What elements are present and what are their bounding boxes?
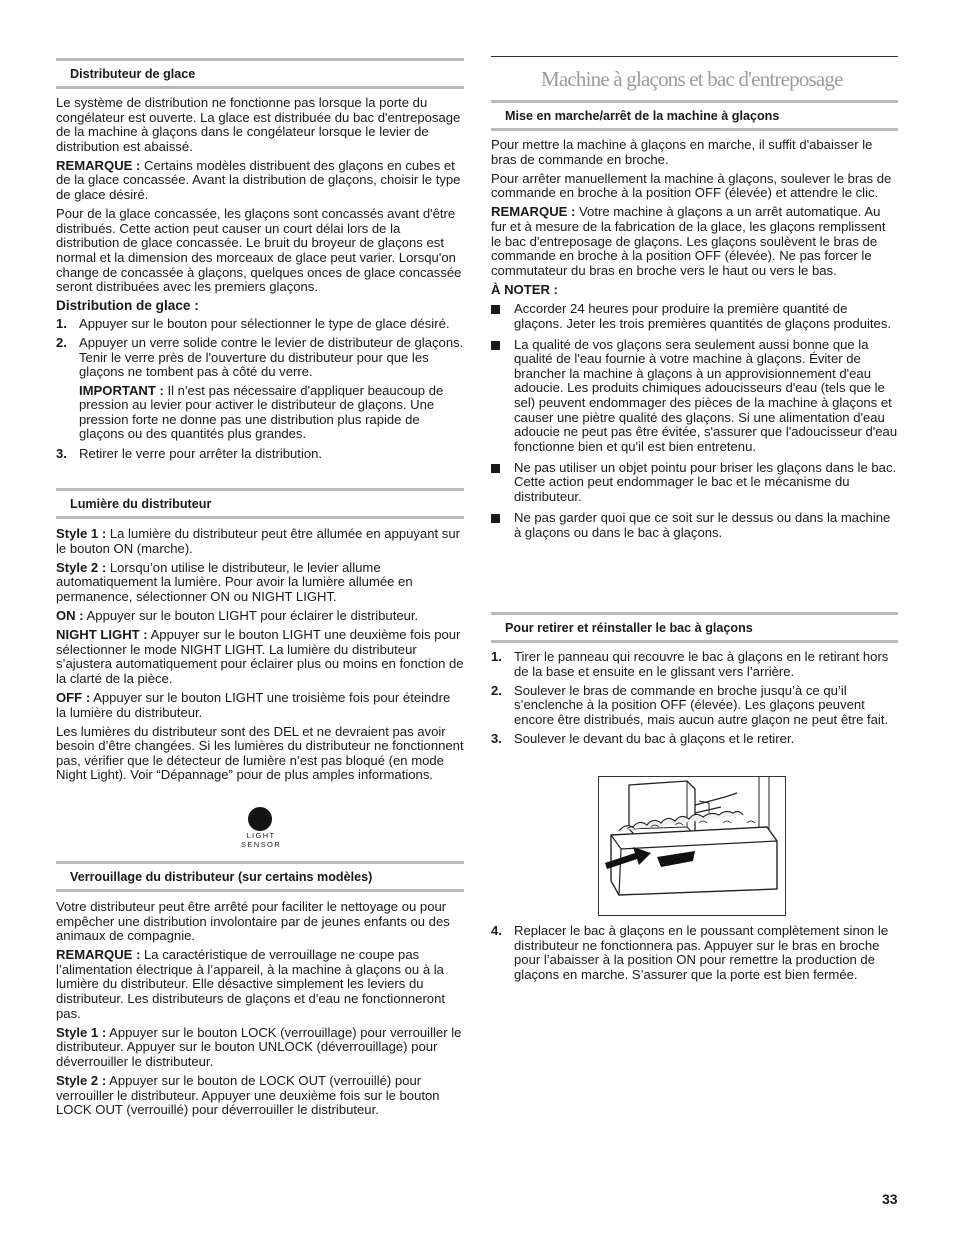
paragraph: Votre distributeur peut être arrêté pour faciliter le nettoyage ou pour empêcher une distribution involontaire par de jeunes enfants ou des animaux de compagnie. [56,899,450,944]
paragraph: Le système de distribution ne fonctionne pas lorsque la porte du congélateur est ouverte. La glace est distribuée du bac d'entreposage de la machine à glaçons dans le congélateur lorsque le levier de distribution est abaissé. [56,95,461,154]
style2-paragraph [56,1074,464,1118]
section-heading-text: Mise en marche/arrêt de la machine à glaçons [505,109,780,123]
bullet-text: Accorder 24 heures pour produire la première quantité de glaçons. Jeter les trois premières quantités de glaçons produites. [514,300,892,331]
bullet-item [491,302,898,331]
ice-dispenser-body [56,96,464,466]
section-heading-ice-dispenser [56,58,464,89]
step-item [491,684,898,728]
night-light-paragraph [56,628,464,686]
bullet-square-icon [491,514,500,523]
page-title: Machine à glaçons et bac d'entreposage [541,67,843,91]
step-item [56,336,464,442]
bullet-text: Ne pas utiliser un objet pointu pour briser les glaçons dans le bac. Cette action peut endommager le bac et le mécanisme du distributeur. [514,459,897,505]
note-paragraph [56,948,464,1021]
note-label: REMARQUE : [491,204,576,220]
style1-paragraph [56,527,464,556]
step-text: Soulever le bras de commande en broche jusqu’à ce qu’il s’enclenche à la position OFF (élevée). Les glaçons peuvent encore être distribués, mais aucun autre glaçon ne peut être fait. [514,682,889,727]
note-text: La caractéristique de verrouillage ne coupe pas l’alimentation électrique à l’appareil, à la machine à glaçons ou à la lumière du distributeur. Elle désactive simplement les leviers du distributeur. Les distributeurs de glaçons et d'eau ne fonctionneront pas. [56,947,446,1021]
style2-text: Appuyer sur le bouton de LOCK OUT (verrouillé) pour verrouiller le distributeur. Appuyer une deuxième fois sur le bouton LOCK OUT (verrouillé) pour déverrouiller le distributeur. [56,1073,440,1118]
light-sensor-icon [248,807,272,831]
note-label: REMARQUE : [56,947,141,963]
light-sensor-illustration [230,803,292,851]
leds-paragraph: Les lumières du distributeur sont des DEL et ne devraient pas avoir besoin d’être changées. Si les lumières du distributeur ne fonctionnent pas, vérifier que le détecteur de lumière n’est pas bloqué (en mode Night Light). Voir “Dépannage” pour de plus amples informations. [56,723,464,783]
ice-maker-on-off-body [491,138,898,547]
section-heading-dispenser-lock [56,861,464,892]
off-label: OFF : [56,689,91,705]
section-heading-remove-bin [491,612,898,643]
paragraph: Pour mettre la machine à glaçons en marche, il suffit d'abaisser le bras de commande en broche. [491,137,873,167]
step-number: 1. [56,315,67,331]
important-label: IMPORTANT : [79,382,164,398]
reinstall-step [491,924,898,987]
section-heading-text: Lumière du distributeur [70,497,212,511]
style2-label: Style 2 : [56,559,107,575]
ice-bin-drawing [599,777,785,915]
step-text: Appuyer un verre solide contre le levier de distributeur de glaçons. Tenir le verre près de l'ouverture du distributeur pour que les glaçons ne tombent pas à côté du verre. [79,334,464,380]
bullet-square-icon [491,464,500,473]
bullet-item [491,461,898,505]
step-text: Replacer le bac à glaçons en le poussant complètement sinon le distributeur ne fonctionnera pas. Appuyer sur le bras en broche pour l’abaisser à la position ON pour remettre la production de glaçons en marche. S’assurer que la porte est bien fermée. [514,923,889,982]
bullet-text: Ne pas garder quoi que ce soit sur le dessus ou dans la machine à glaçons ou dans le bac à glaçons. [514,510,891,540]
section-heading-ice-maker-on-off [491,100,898,131]
note-paragraph [491,205,898,278]
style2-paragraph [56,561,464,605]
step-item [491,732,898,747]
step-text: Tirer le panneau qui recouvre le bac à glaçons en le retirant hors de la base et ensuite en le glissant vers l’arrière. [514,649,889,679]
remove-bin-body [491,650,898,751]
step-item [491,650,898,679]
step-number: 2. [56,334,67,350]
night-light-label: NIGHT LIGHT : [56,627,148,643]
step-item [56,447,464,462]
important-note [79,384,464,442]
step-item [491,924,898,982]
style1-label: Style 1 : [56,526,107,541]
page-number: 33 [882,1191,898,1207]
style1-text: Appuyer sur le bouton LOCK (verrouillage) pour verrouiller le distributeur. Appuyer sur le bouton UNLOCK (déverrouillage) pour déverrouiller le distributeur. [56,1024,462,1069]
step-item [56,317,464,332]
style2-label: Style 2 : [56,1073,107,1089]
off-text: Appuyer sur le bouton LIGHT une troisième fois pour éteindre la lumière du distributeur. [56,689,451,720]
steps-list [491,650,898,747]
step-number: 2. [491,682,502,698]
on-text: Appuyer sur le bouton LIGHT pour éclairer le distributeur. [83,607,419,623]
paragraph: Pour de la glace concassée, les glaçons sont concassés avant d'être distribués. Cette action peut causer un court délai lors de la distribution de glace concassée. Le bruit du broyeur de glaçons est normal et la dimension des morceaux de glace peut varier. Lorsqu'on change de concassée à glaçons, quelques onces de glace concassée seront distribuées avec les premiers glaçons. [56,206,462,295]
note-text: Votre machine à glaçons a un arrêt automatique. Au fur et à mesure de la fabrication de la glace, les glaçons remplissent le bac d'entreposage de glaçons. Les glaçons soulèvent le bras de commande en broche à la position OFF (élevée). Ne pas forcer le commutateur du bras en broche vers le haut ou vers le bas. [491,204,886,278]
step-text: Appuyer sur le bouton pour sélectionner le type de glace désiré. [79,315,450,331]
important-text: Il n'est pas nécessaire d'appliquer beaucoup de pression au levier pour activer le distributeur de glaçons. Une pression forte ne donne pas une distribution plus rapide de glaçons ou des quantités plus grandes. [79,382,444,442]
step-number: 4. [491,923,502,938]
notes-title-text: À NOTER : [491,281,558,297]
paragraph: Pour arrêter manuellement la machine à glaçons, soulever le bras de commande en broche à la position OFF (élevée) et attendre le clic. [491,170,892,201]
note-paragraph [56,159,464,203]
light-sensor-label: LIGHT SENSOR [240,831,282,849]
section-heading-text: Pour retirer et réinstaller le bac à glaçons [505,621,753,635]
bullet-item [491,511,898,540]
dispenser-light-body [56,527,464,788]
bullet-text: La qualité de vos glaçons sera seulement aussi bonne que la qualité de l'eau fournie à votre machine à glaçons. Éviter de brancher la machine à glaçons à un approvisionnement d'eau adoucie. Les produits chimiques adoucisseurs d'eau (tels que le sel) peuvent endommager des pièces de la machine à glaçons et causer une piètre qualité des glaçons. Si une alimentation d'eau adoucie ne peut pas être évitée, s'assurer que l'adoucisseur d'eau fonctionne bien et qu'il est bien entretenu. [514,336,898,454]
step-number: 1. [491,649,502,664]
night-light-text: Appuyer sur le bouton LIGHT une deuxième fois pour sélectionner le mode NIGHT LIGHT. La lumière du distributeur s’ajustera automatiquement pour éclairer plus ou moins en fonction de la clarté de la pièce. [56,627,464,686]
notes-title [491,283,898,298]
dispenser-lock-body [56,900,464,1122]
section-heading-dispenser-light [56,488,464,519]
bullet-item [491,338,898,455]
step-text: Retirer le verre pour arrêter la distribution. [79,445,323,461]
style1-text: La lumière du distributeur peut être allumée en appuyant sur le bouton ON (marche). [56,526,460,556]
on-paragraph [56,609,464,624]
subsection-title: Distribution de glace : [56,298,199,314]
bullet-square-icon [491,305,500,314]
style2-text: Lorsqu’on utilise le distributeur, le levier allume automatiquement la lumière. Pour avoir la lumière allumée en permanence, sélectionner ON ou NIGHT LIGHT. [56,559,413,604]
steps-list [56,317,464,461]
title-rule [491,56,898,57]
section-heading-text: Verrouillage du distributeur (sur certains modèles) [70,870,373,884]
steps-list [491,924,898,982]
ice-bin-illustration [598,776,786,916]
notes-bullet-list [491,302,898,540]
on-label: ON : [56,607,84,623]
bullet-square-icon [491,341,500,350]
step-text: Soulever le devant du bac à glaçons et le retirer. [514,730,795,746]
style1-paragraph [56,1026,464,1070]
style1-label: Style 1 : [56,1024,107,1040]
off-paragraph [56,691,464,720]
step-number: 3. [56,445,67,461]
note-label: REMARQUE : [56,157,141,173]
note-text: Certains modèles distribuent des glaçons en cubes et de la glace concassée. Avant la distribution de glaçons, choisir le type de glace désiré. [56,157,461,203]
section-heading-text: Distributeur de glace [70,67,196,81]
step-number: 3. [491,730,502,746]
